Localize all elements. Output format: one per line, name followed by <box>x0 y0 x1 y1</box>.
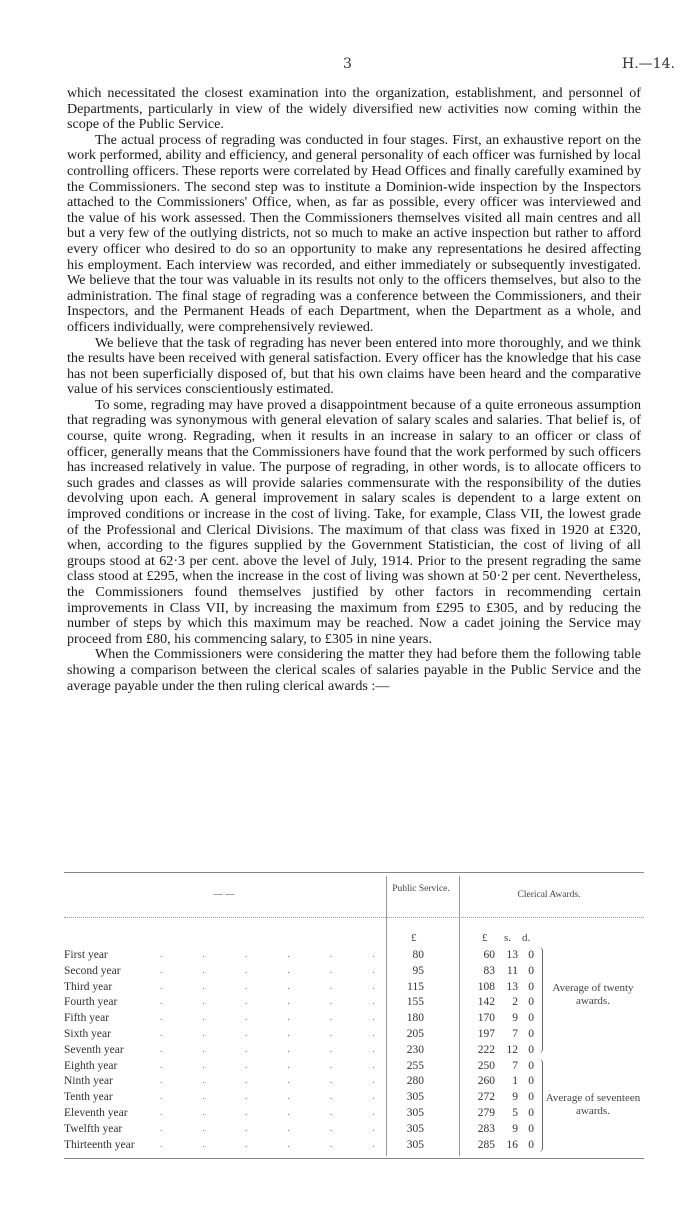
award-pounds: 285 <box>477 1138 495 1151</box>
brace-second-group <box>536 1059 543 1152</box>
award-pence: 0 <box>528 1012 534 1025</box>
table-row <box>64 949 644 963</box>
leader-dots: . . . . . . <box>160 1059 376 1070</box>
public-service-value: 115 <box>407 980 424 993</box>
public-service-value: 205 <box>406 1028 424 1040</box>
paragraph: When the Commissioners were considering the matter they had before them the following table showing a comparison between the clerical scales of salaries payable in the Public Service and the average payable under the then ruling clerical awards :— <box>67 646 641 694</box>
note-twenty-awards: Average of twenty awards. <box>552 982 634 1007</box>
award-pence: 0 <box>528 996 534 1009</box>
paragraph: which necessitated the closest examination into the organization, establishment, and personnel of Departments, particularly in view of the widely diversified new activities now coming within the scope of the Public Service. <box>67 85 641 133</box>
leader-dots: . . . . . . <box>160 1107 376 1117</box>
body-text <box>67 86 641 694</box>
award-pounds: 142 <box>477 996 495 1009</box>
public-service-header: Public Service. <box>392 884 450 894</box>
table-row <box>64 1012 644 1026</box>
public-service-value: 305 <box>406 1138 424 1151</box>
award-shillings: 13 <box>506 980 518 993</box>
table-row <box>64 965 644 979</box>
table-row <box>64 1044 644 1058</box>
paragraph: We believe that the task of regrading has never been entered into more thoroughly, and we think the results have been received with general satisfaction. Every officer has the knowledge that his case has not been superficially disposed of, but that his own claims have been heard and the comparative value of his services conscientiously estimated. <box>67 334 641 398</box>
public-service-value: 80 <box>412 949 424 961</box>
header-rule <box>64 917 644 918</box>
leader-dots: . . . . . . <box>160 1028 376 1038</box>
table-top-rule <box>64 872 644 873</box>
leader-dots: . . . . . . <box>160 980 376 991</box>
award-shillings: 9 <box>512 1091 518 1104</box>
award-pounds: 279 <box>477 1107 495 1119</box>
public-service-value: 305 <box>406 1107 424 1119</box>
leader-dots: . . . . . . <box>160 1122 376 1133</box>
award-shillings: 7 <box>512 1028 518 1040</box>
award-pence: 0 <box>528 1107 534 1119</box>
award-pence: 0 <box>528 964 534 977</box>
row-label: Fourth year <box>64 996 118 1009</box>
award-pence: 0 <box>528 1091 534 1104</box>
award-pence: 0 <box>528 1075 534 1088</box>
row-label: Twelfth year <box>64 1122 123 1135</box>
clerical-awards-header: Clerical Awards. <box>517 890 581 900</box>
table-row <box>64 1060 644 1074</box>
row-label: Eleventh year <box>64 1107 128 1119</box>
award-shillings: 16 <box>506 1138 518 1151</box>
public-service-value: 305 <box>406 1091 424 1104</box>
award-pence: 0 <box>528 1059 534 1072</box>
award-pounds: 108 <box>477 980 495 993</box>
row-label: Seventh year <box>64 1043 124 1056</box>
leader-dots: . . . . . . <box>160 1012 376 1023</box>
public-service-value: 280 <box>406 1075 424 1088</box>
unit-pence: d. <box>522 932 531 944</box>
note-seventeen-awards: Average of seventeen awards. <box>545 1092 641 1117</box>
leader-dots: . . . . . . <box>160 1043 376 1054</box>
award-pounds: 60 <box>483 949 495 961</box>
award-pounds: 83 <box>483 964 495 977</box>
row-label: Sixth year <box>64 1028 111 1040</box>
table-row <box>64 1139 644 1153</box>
leader-dots: . . . . . . <box>160 996 376 1007</box>
award-shillings: 5 <box>512 1107 518 1119</box>
leader-dots: . . . . . . <box>160 949 376 959</box>
award-pounds: 222 <box>477 1043 495 1056</box>
award-pence: 0 <box>528 980 534 993</box>
award-shillings: 9 <box>512 1122 518 1135</box>
row-label: Third year <box>64 980 113 993</box>
award-pounds: 250 <box>477 1059 495 1072</box>
award-pence: 0 <box>528 1028 534 1040</box>
leader-dots: . . . . . . <box>160 964 376 975</box>
award-pounds: 260 <box>477 1075 495 1088</box>
award-shillings: 7 <box>512 1059 518 1072</box>
page-number: 3 <box>343 56 352 72</box>
award-pence: 0 <box>528 1122 534 1135</box>
table-row <box>64 1123 644 1137</box>
leader-dots: . . . . . . <box>160 1091 376 1102</box>
award-pence: 0 <box>528 949 534 961</box>
row-label: Eighth year <box>64 1059 118 1072</box>
table-row <box>64 1075 644 1089</box>
row-label: Second year <box>64 964 121 977</box>
row-label: Fifth year <box>64 1012 110 1025</box>
award-pounds: 283 <box>477 1122 495 1135</box>
award-shillings: 13 <box>506 949 518 961</box>
award-pounds: 170 <box>477 1012 495 1025</box>
unit-shillings: s. <box>504 932 512 944</box>
public-service-value: 180 <box>406 1012 424 1025</box>
stub-header: — — <box>213 890 235 900</box>
award-pence: 0 <box>528 1138 534 1151</box>
row-label: Ninth year <box>64 1075 113 1088</box>
award-shillings: 9 <box>512 1012 518 1025</box>
leader-dots: . . . . . . <box>160 1138 376 1149</box>
award-pounds: 272 <box>477 1091 495 1104</box>
unit-pounds: £ <box>411 932 417 944</box>
award-shillings: 1 <box>512 1075 518 1088</box>
document-reference: H.—14. <box>622 56 675 72</box>
award-shillings: 11 <box>506 964 518 977</box>
row-label: Tenth year <box>64 1091 113 1104</box>
public-service-value: 230 <box>406 1043 424 1056</box>
table-row <box>64 1028 644 1042</box>
award-pounds: 197 <box>477 1028 495 1040</box>
brace-first-group <box>536 947 543 1053</box>
row-label: First year <box>64 949 108 961</box>
award-shillings: 12 <box>506 1043 518 1056</box>
paragraph: To some, regrading may have proved a disappointment because of a quite erroneous assumption that regrading was synonymous with general elevation of salary scales and salaries. That belief is, of course, quite wrong. Regrading, when it results in an increase in salary to an officer or class of officer, generally means that the Commissioners have found that the work performed by such officers has increased relatively in value. The purpose of regrading, in other words, is to allocate officers to such grades and classes as will provide salaries commensurate with the responsibility of the duties devolving upon each. A general improvement in salary scales is dependent to a large extent on improved conditions or increase in the cost of living. Take, for example, Class VII, the lowest grade of the Professional and Clerical Divisions. The maximum of that class was fixed in 1920 at £320, when, according to the figures supplied by the Government Statistician, the cost of living of all groups stood at 62·3 per cent. above the level of July, 1914. Prior to the present regrading the same class stood at £295, when the increase in the cost of living was shown at 50·2 per cent. Nevertheless, the Commissioners found themselves justified by other factors in recommending certain improvements in Class VII, by increasing the maximum from £295 to £305, and by reducing the number of steps by which this maximum may be reached. Now a cadet joining the Service may proceed from £80, his commencing salary, to £305 in nine years. <box>67 396 641 647</box>
salary-comparison-table <box>64 872 644 1162</box>
public-service-value: 95 <box>412 964 424 977</box>
paragraph: The actual process of regrading was conducted in four stages. First, an exhaustive report on the work performed, ability and efficiency, and general personality of each officer was furnished by local controlling officers. These reports were correlated by Head Offices and finally carefully examined by the Commissioners. The second step was to institute a Dominion-wide inspection by the Inspectors attached to the Commissioners' Office, when, as far as possible, every officer was interviewed and the value of his work assessed. Then the Commissioners themselves visited all main centres and all but a very few of the outlying districts, not so much to make an active inspection but rather to afford every officer who desired to do so an opportunity to make any representations he desired affecting his employment. Each interview was recorded, and either immediately or subsequently investigated. We believe that the tour was valuable in its results not only to the officers themselves, but also to the administration. The final stage of regrading was a conference between the Commissioners, and their Inspectors, and the Permanent Heads of each Department, when the Department as a whole, and officers individually, were comprehensively reviewed. <box>67 131 641 335</box>
unit-pounds: £ <box>482 932 488 944</box>
leader-dots: . . . . . . <box>160 1075 376 1086</box>
public-service-value: 255 <box>406 1059 424 1072</box>
public-service-value: 305 <box>406 1122 424 1135</box>
table-bottom-rule <box>64 1158 644 1159</box>
award-pence: 0 <box>528 1043 534 1056</box>
award-shillings: 2 <box>512 996 518 1009</box>
public-service-value: 155 <box>406 996 424 1009</box>
row-label: Thirteenth year <box>64 1138 135 1151</box>
